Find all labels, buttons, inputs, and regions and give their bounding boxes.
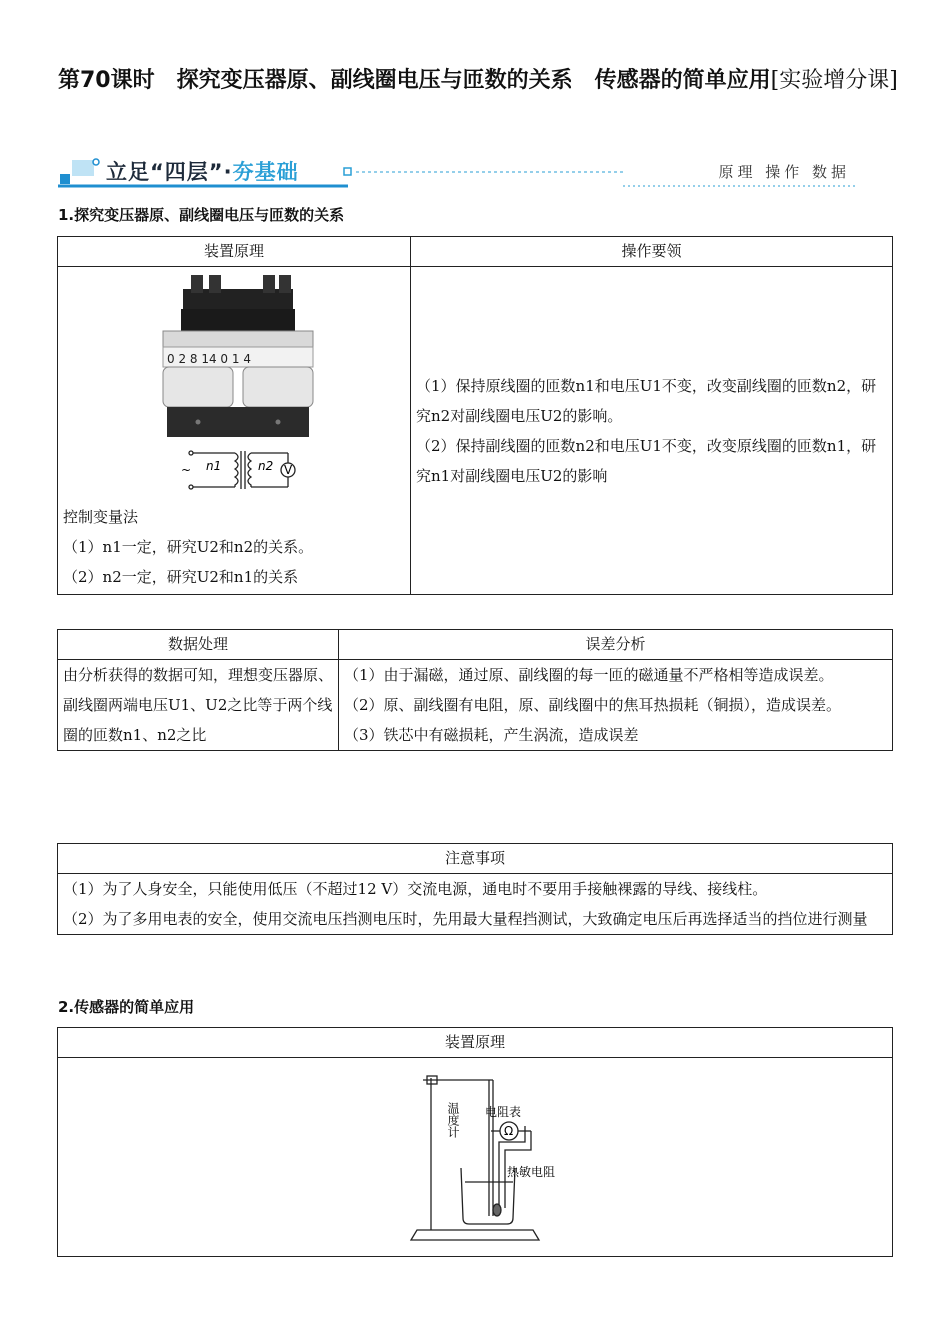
n1-label: n1 — [206, 459, 222, 473]
banner-right-text: 原理 操作 数据 — [718, 163, 850, 181]
section-banner — [58, 152, 858, 192]
table-data-error — [57, 629, 893, 751]
ohmmeter-label: 电阻表 — [485, 1105, 522, 1119]
table-transformer — [57, 236, 893, 595]
table1-header-principle: 装置原理 — [58, 237, 411, 267]
stand-base — [411, 1230, 539, 1240]
banner-title-accent: 夯基础 — [232, 160, 299, 184]
voltmeter-symbol: V — [284, 463, 293, 477]
ac-source-symbol: ~ — [181, 463, 192, 477]
precaution-item: （1）为了人身安全，只能使用低压（不超过12 V）交流电源，通电时不要用手接触裸露的导线、接线柱。 — [63, 880, 768, 898]
error-analysis-cell — [339, 660, 893, 751]
transformer-circuit — [189, 451, 295, 489]
transformer-digits: 0 2 8 14 0 1 4 — [167, 352, 251, 366]
table2-header-error: 误差分析 — [339, 630, 893, 660]
table4-header: 装置原理 — [58, 1028, 893, 1058]
error-item: （2）原、副线圈有电阻，原、副线圈中的焦耳热损耗（铜损），造成误差。 — [344, 696, 842, 714]
page-title — [58, 58, 898, 104]
principle-title: 控制变量法 — [63, 508, 139, 526]
banner-title — [106, 156, 299, 186]
ohm-symbol: Ω — [504, 1124, 514, 1138]
table-sensor — [57, 1027, 893, 1257]
page-title-main: 第70课时 探究变压器原、副线圈电压与匝数的关系 传感器的简单应用 — [58, 68, 771, 93]
table1-header-operation: 操作要领 — [411, 237, 893, 267]
error-item: （3）铁芯中有磁损耗，产生涡流，造成误差 — [344, 726, 639, 744]
transformer-photo — [163, 275, 313, 437]
data-processing-cell: 由分析获得的数据可知，理想变压器原、副线圈两端电压U1、U2之比等于两个线圈的匝数n1、n2之比 — [58, 660, 339, 751]
section2-title: 2.传感器的简单应用 — [58, 998, 195, 1016]
precautions-cell — [58, 874, 893, 935]
sensor-figure-cell — [58, 1058, 893, 1257]
table1-operation-cell — [411, 267, 893, 595]
banner-title-prefix: 立足“四层”· — [106, 160, 233, 184]
transformer-figure — [63, 267, 403, 502]
operation-item: （2）保持副线圈的匝数n2和电压U1不变，改变原线圈的匝数n1，研究n1对副线圈电压U2的影响 — [416, 436, 877, 485]
table3-header: 注意事项 — [58, 844, 893, 874]
page-title-tag: [实验增分课] — [770, 68, 898, 93]
table1-principle-cell — [58, 267, 411, 595]
table-precautions — [57, 843, 893, 935]
principle-item: （2）n2一定，研究U2和n1的关系 — [63, 568, 299, 586]
principle-item: （1）n1一定，研究U2和n2的关系。 — [63, 538, 314, 556]
section1-title: 1.探究变压器原、副线圈电压与匝数的关系 — [58, 206, 345, 224]
n2-label: n2 — [258, 459, 274, 473]
sensor-apparatus-figure — [405, 1058, 556, 1246]
error-item: （1）由于漏磁，通过原、副线圈的每一匝的磁通量不严格相等造成误差。 — [344, 666, 834, 684]
operation-item: （1）保持原线圈的匝数n1和电压U1不变，改变副线圈的匝数n2，研究n2对副线圈电压U2的影响。 — [416, 376, 877, 425]
table2-header-data: 数据处理 — [58, 630, 339, 660]
precaution-item: （2）为了多用电表的安全，使用交流电压挡测电压时，先用最大量程挡测试，大致确定电压后再选择适当的挡位进行测量 — [63, 910, 868, 928]
thermometer-label: 温度计 — [446, 1102, 460, 1138]
thermistor-label: 热敏电阻 — [507, 1165, 556, 1179]
